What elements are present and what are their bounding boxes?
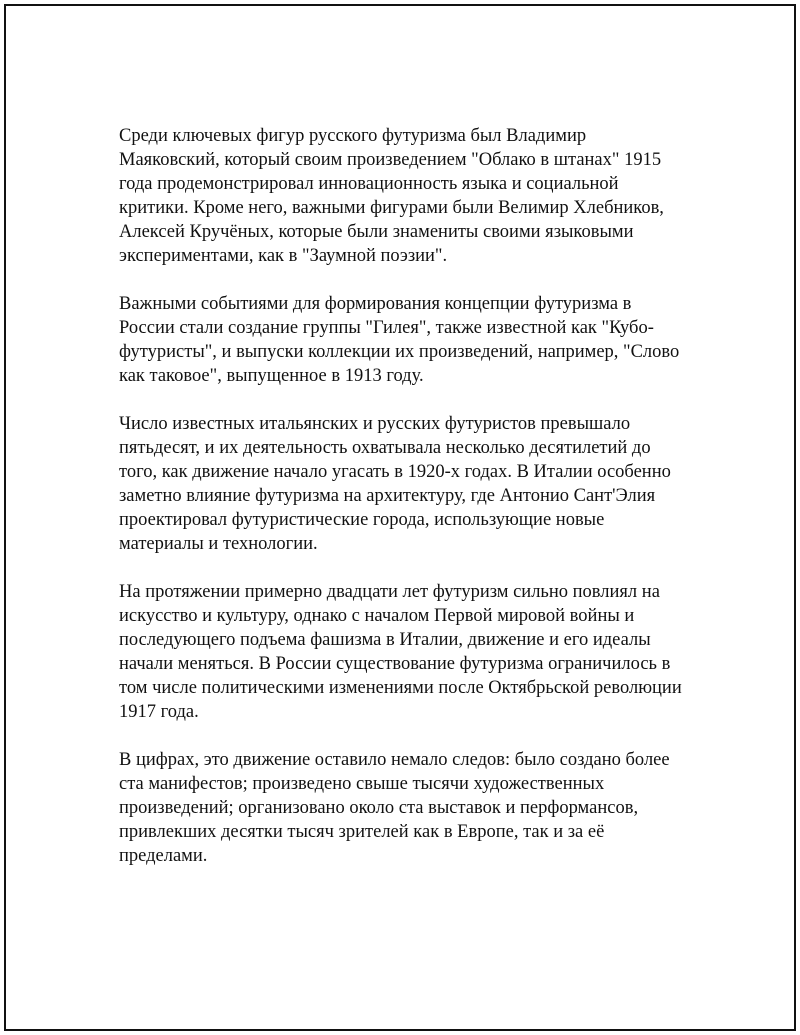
paragraph-3: Число известных итальянских и русских футуристов превышало пятьдесят, и их деятельность охватывала несколько десятилетий до того, как движение начало угасать в 1920-х годах. В Италии особенно заметно влияние футуризма на архитектуру, где Антонио Сант'Элия проектировал футуристические города, использующие новые материалы и технологии. xyxy=(119,414,671,554)
paragraph-4: На протяжении примерно двадцати лет футуризм сильно повлиял на искусство и культуру, однако с началом Первой мировой войны и последующего подъема фашизма в Италии, движение и его идеалы начали меняться. В России существование футуризма ограничилось в том числе политическими изменениями после Октябрьской революции 1917 года. xyxy=(119,582,682,722)
paragraph-2: Важными событиями для формирования концепции футуризма в России стали создание группы "Гилея", также известной как "Кубо- футуристы", и выпуски коллекции их произведений, например, "Слово как таковое", выпущенное в 1913 году. xyxy=(119,294,680,386)
document-body xyxy=(119,124,689,892)
paragraph-5: В цифрах, это движение оставило немало следов: было создано более ста манифестов; произведено свыше тысячи художественных произведений; организовано около ста выставок и перформансов, привлекших десятки тысяч зрителей как в Европе, так и за её пределами. xyxy=(119,750,670,866)
paragraph-1: Среди ключевых фигур русского футуризма был Владимир Маяковский, который своим произведением "Облако в штанах" 1915 года продемонстрировал инновационность языка и социальной критики. Кроме него, важными фигурами были Велимир Хлебников, Алексей Кручёных, которые были знамениты своими языковыми экспериментами, как в "Заумной поэзии". xyxy=(119,126,664,266)
page-frame xyxy=(4,4,796,1031)
